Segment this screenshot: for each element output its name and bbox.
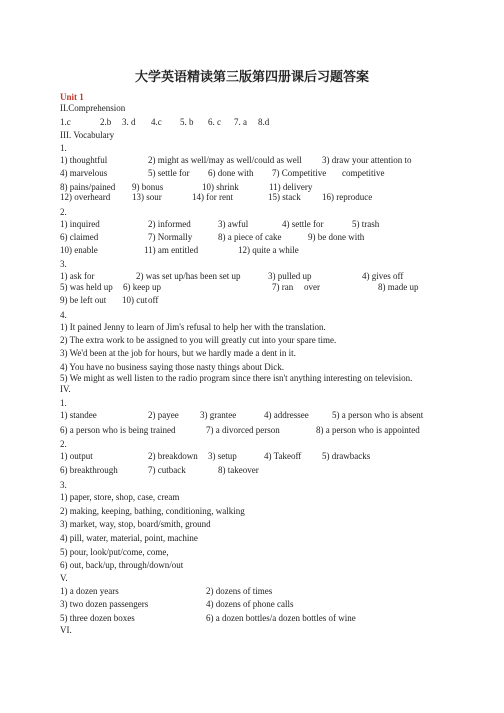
vocab-4-sentence: 5) We might as well listen to the radio program since there isn't anything interesting on television.: [60, 373, 413, 383]
v-item: 3) two dozen passengers: [60, 599, 149, 609]
vocab-2-item: 3) awful: [218, 219, 249, 229]
vocab-2-item: 5) trash: [352, 219, 380, 229]
vocab-4-sentence: 2) The extra work to be assigned to you will greatly cut into your spare time.: [60, 335, 337, 345]
vocab-3-item: over: [304, 282, 320, 292]
vocab-4-sentence: 3) We'd been at the job for hours, but we hardly made a dent in it.: [60, 348, 296, 358]
vocab-4-sentence: 1) It pained Jenny to learn of Jim's refusal to help her with the translation.: [60, 322, 326, 332]
vocab-3-item: 9) be left out: [60, 295, 107, 305]
vocab-1-item: 16) reproduce: [322, 192, 373, 202]
page-title: 大学英语精读第三版第四册课后习题答案: [134, 70, 369, 85]
iv-1-item: 3) grantee: [200, 410, 237, 420]
v-item: 6) a dozen bottles/a dozen bottles of wine: [206, 613, 356, 623]
vocab-1-item: 12) overheard: [60, 192, 111, 202]
vocab-3-item: 10) cut: [122, 295, 148, 305]
vocab-1-item: 3) draw your attention to: [322, 155, 412, 165]
answer-1: 1.c: [60, 117, 71, 127]
iv-3-line: 3) market, way, stop, board/smith, ground: [60, 519, 211, 529]
iv-1-item: 1) standee: [60, 410, 97, 420]
vocab-3-item: 4) gives off: [362, 271, 404, 281]
vocab-section-4-number: 4.: [60, 310, 67, 320]
v-item: 4) dozens of phone calls: [206, 599, 294, 609]
vocab-1-item: 5) settle for: [148, 168, 190, 178]
answer-8: 8.d: [258, 117, 270, 127]
iv-2-item: 4) Takeoff: [264, 451, 302, 461]
vocab-1-item: 10) shrink: [202, 182, 239, 192]
vocab-1-item: 6) done with: [208, 168, 254, 178]
answer-5: 5. b: [180, 117, 194, 127]
vocab-1-item: 8) pains/pained: [60, 182, 116, 192]
vocab-3-item: 6) keep up: [123, 282, 161, 292]
vocab-3-item: 3) pulled up: [268, 271, 312, 281]
vocab-1-item: 7) Competitive: [272, 168, 327, 178]
iv-3-line: 6) out, back/up, through/down/out: [60, 560, 184, 570]
vocab-2-item: 7) Normally: [148, 232, 193, 242]
iv-3-line: 4) pill, water, material, point, machine: [60, 533, 198, 543]
iv-2-item: 5) drawbacks: [322, 451, 371, 461]
vocab-3-item: 5) was held up: [60, 282, 113, 292]
v-item: 2) dozens of times: [206, 586, 273, 596]
vocab-1-item: 2) might as well/may as well/could as well: [148, 155, 302, 165]
vocab-1-item: 9) bonus: [132, 182, 164, 192]
iv-1-item: 6) a person who is being trained: [60, 425, 176, 435]
vocab-2-item: 8) a piece of cake: [218, 232, 282, 242]
vocab-1-item: 13) sour: [132, 192, 162, 202]
iv-2-item: 3) setup: [208, 451, 237, 461]
vocab-3-item: 1) ask for: [60, 271, 95, 281]
vocab-section-1-number: 1.: [60, 143, 67, 153]
iv-2-item: 7) cutback: [148, 465, 186, 475]
iv-3-line: 2) making, keeping, bathing, conditioning, walking: [60, 506, 245, 516]
vocab-2-item: 6) claimed: [60, 232, 99, 242]
iv-2-item: 6) breakthrough: [60, 465, 118, 475]
answer-7: 7. a: [234, 117, 247, 127]
vocab-4-sentence: 4) You have no business saying those nasty things about Dick.: [60, 362, 284, 372]
iv-3-line: 1) paper, store, shop, case, cream: [60, 492, 180, 502]
iv-1-item: 5) a person who is absent: [332, 410, 424, 420]
answer-3: 3. d: [122, 117, 136, 127]
section-iv-heading: IV.: [60, 384, 71, 394]
v-item: 5) three dozen boxes: [60, 613, 135, 623]
answer-4: 4.c: [151, 117, 162, 127]
iv-1-item: 7) a divorced person: [206, 425, 280, 435]
answer-2: 2.b: [100, 117, 112, 127]
iv-2-item: 8) takeover: [218, 465, 259, 475]
vocab-1-item: 11) delivery: [269, 182, 313, 192]
vocab-2-item: 1) inquired: [60, 219, 100, 229]
vocab-3-item: 8) made up: [378, 282, 419, 292]
iv-1-item: 4) addressee: [264, 410, 309, 420]
iv-1-item: 2) payee: [148, 410, 179, 420]
vocab-3-item: off: [148, 295, 159, 305]
vocab-section-2-number: 2.: [60, 207, 67, 217]
vocab-2-item: 2) informed: [148, 219, 191, 229]
section-vi-heading: VI.: [60, 625, 72, 635]
iv-2-item: 2) breakdown: [148, 451, 198, 461]
vocabulary-heading: III. Vocabulary: [60, 130, 115, 140]
iv-section-3-number: 3.: [60, 480, 67, 490]
vocab-2-item: 11) am entitled: [144, 245, 199, 255]
iv-section-1-number: 1.: [60, 398, 67, 408]
unit-heading: Unit 1: [60, 92, 84, 102]
iv-2-item: 1) output: [60, 451, 93, 461]
vocab-section-3-number: 3.: [60, 259, 67, 269]
vocab-2-item: 9) be done with: [308, 232, 365, 242]
section-v-heading: V.: [60, 573, 68, 583]
v-item: 1) a dozen years: [60, 586, 119, 596]
answer-6: 6. c: [208, 117, 221, 127]
vocab-1-item: 15) stack: [268, 192, 301, 202]
vocab-1-item: 1) thoughtful: [60, 155, 108, 165]
vocab-2-item: 4) settle for: [282, 219, 324, 229]
vocab-2-item: 10) enable: [60, 245, 98, 255]
vocab-1-item: competitive: [342, 168, 385, 178]
iv-section-2-number: 2.: [60, 439, 67, 449]
comprehension-heading: II.Comprehension: [60, 103, 126, 113]
vocab-2-item: 12) quite a while: [238, 245, 299, 255]
vocab-1-item: 14) for rent: [192, 192, 233, 202]
vocab-3-item: 2) was set up/has been set up: [136, 271, 241, 281]
vocab-1-item: 4) marvelous: [60, 168, 108, 178]
iv-3-line: 5) pour, look/put/come, come,: [60, 547, 169, 557]
vocab-3-item: 7) ran: [272, 282, 294, 292]
iv-1-item: 8) a person who is appointed: [316, 425, 420, 435]
